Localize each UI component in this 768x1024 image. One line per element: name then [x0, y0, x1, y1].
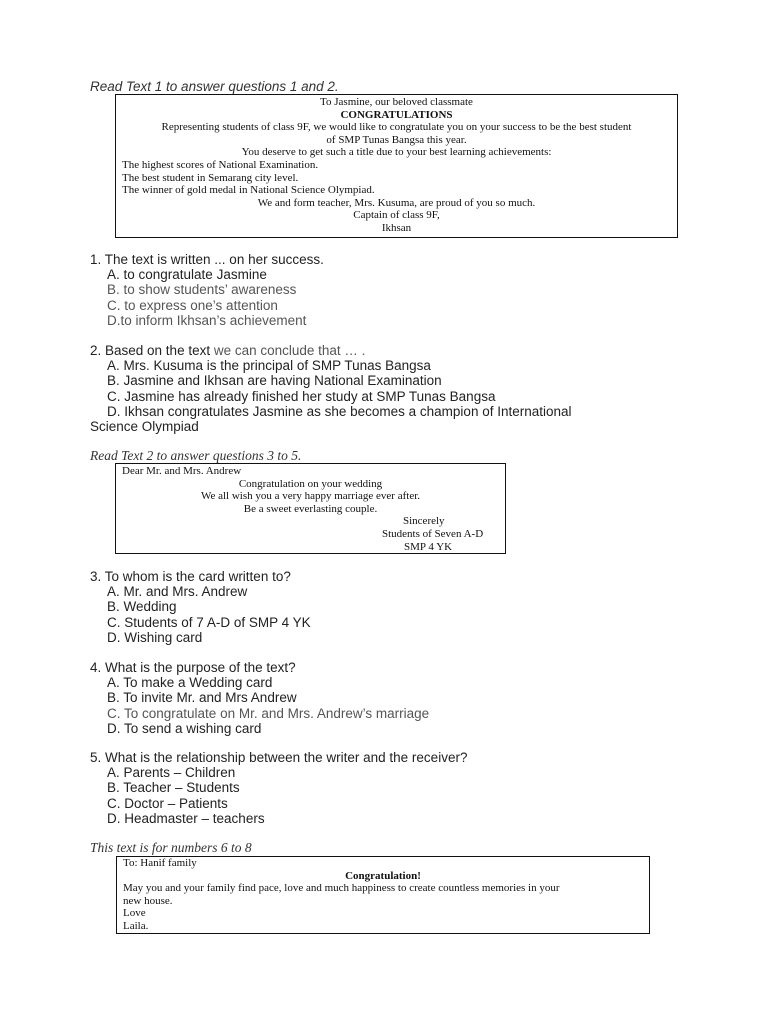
q1-option-b: B. to show students’ awareness — [107, 282, 297, 298]
question-2 — [90, 343, 572, 434]
text1-signature: Ikhsan — [381, 221, 412, 234]
text3-signoff: Love — [123, 907, 146, 920]
text1-signoff: Captain of class 9F, — [353, 209, 440, 222]
q2-option-d-continuation: Science Olympiad — [90, 419, 199, 435]
q1-option-a: A. to congratulate Jasmine — [107, 267, 267, 283]
question-5-text: 5. What is the relationship between the writer and the receiver? — [90, 750, 468, 765]
question-3-text: 3. To whom is the card written to? — [90, 569, 291, 584]
q4-option-c: C. To congratulate on Mr. and Mrs. Andrew’s marriage — [107, 705, 430, 721]
question-4-text: 4. What is the purpose of the text? — [90, 660, 296, 675]
q2-option-d: D. Ikhsan congratulates Jasmine as she becomes a champion of International — [107, 403, 572, 419]
text2-signoff: Sincerely — [403, 515, 445, 528]
text1-line: You deserve to get such a title due to your best learning achievements: — [241, 146, 552, 159]
text1-title: CONGRATULATIONS — [340, 108, 453, 121]
text1-line: Representing students of class 9F, we would like to congratulate you on your success to be the best student — [161, 121, 632, 134]
text2-line: We all wish you a very happy marriage ever after. — [200, 490, 421, 503]
q4-option-b: B. To invite Mr. and Mrs Andrew — [107, 690, 297, 706]
q3-option-b: B. Wedding — [107, 599, 177, 615]
text1-achievement: The highest scores of National Examination. — [122, 158, 319, 171]
text2-heading: Read Text 2 to answer questions 3 to 5. — [90, 448, 302, 463]
text1-line: We and form teacher, Mrs. Kusuma, are proud of you so much. — [257, 196, 536, 209]
q1-option-c: C. to express one’s attention — [107, 297, 278, 313]
text2-school: SMP 4 YK — [404, 540, 453, 553]
q4-option-d: D. To send a wishing card — [107, 720, 262, 736]
q2-option-c: C. Jasmine has already finished her study at SMP Tunas Bangsa — [107, 388, 496, 404]
text2-line: Congratulation on your wedding — [238, 477, 383, 490]
q4-option-a: A. To make a Wedding card — [107, 675, 273, 691]
q5-option-d: D. Headmaster – teachers — [107, 810, 265, 826]
q5-option-b: B. Teacher – Students — [107, 780, 240, 796]
question-2-text-b: we can conclude that … . — [210, 343, 366, 358]
text1-line: of SMP Tunas Bangsa this year. — [326, 133, 467, 146]
text1-achievement: The winner of gold medal in National Science Olympiad. — [122, 184, 375, 197]
text2-signature: Students of Seven A-D — [382, 527, 484, 540]
question-2-text-a: 2. Based on the text — [90, 343, 211, 358]
text2-line: Be a sweet everlasting couple. — [243, 502, 378, 515]
q3-option-d: D. Wishing card — [107, 629, 203, 645]
q5-option-c: C. Doctor – Patients — [107, 795, 228, 811]
question-4 — [90, 660, 429, 736]
q5-option-a: A. Parents – Children — [107, 765, 236, 781]
text2-box — [115, 463, 506, 554]
q2-option-b: B. Jasmine and Ikhsan are having National Examination — [107, 373, 442, 389]
text1-greeting: To Jasmine, our beloved classmate — [320, 96, 473, 108]
text3-title: Congratulation! — [345, 869, 421, 882]
q3-option-a: A. Mr. and Mrs. Andrew — [107, 584, 248, 600]
text3-line: May you and your family find pace, love and much happiness to create countless memories in your — [123, 882, 560, 895]
q1-option-d: D.to inform Ikhsan’s achievement — [107, 312, 307, 328]
q2-option-a: A. Mrs. Kusuma is the principal of SMP Tunas Bangsa — [107, 358, 431, 374]
question-1 — [90, 252, 324, 328]
question-5 — [90, 750, 467, 826]
text3-greeting: To: Hanif family — [123, 857, 197, 869]
text1-heading: Read Text 1 to answer questions 1 and 2. — [90, 79, 339, 94]
text3-heading: This text is for numbers 6 to 8 — [90, 840, 252, 855]
text2-greeting: Dear Mr. and Mrs. Andrew — [122, 465, 242, 477]
q3-option-c: C. Students of 7 A-D of SMP 4 YK — [107, 614, 311, 630]
text1-box — [115, 94, 678, 238]
question-3 — [90, 569, 311, 645]
text1-achievement: The best student in Semarang city level. — [122, 171, 299, 184]
question-2-text — [90, 343, 572, 358]
text3-line: new house. — [123, 894, 173, 907]
text3-signature: Laila. — [123, 919, 149, 932]
question-1-text: 1. The text is written ... on her success. — [90, 252, 324, 267]
text3-box — [116, 856, 650, 934]
